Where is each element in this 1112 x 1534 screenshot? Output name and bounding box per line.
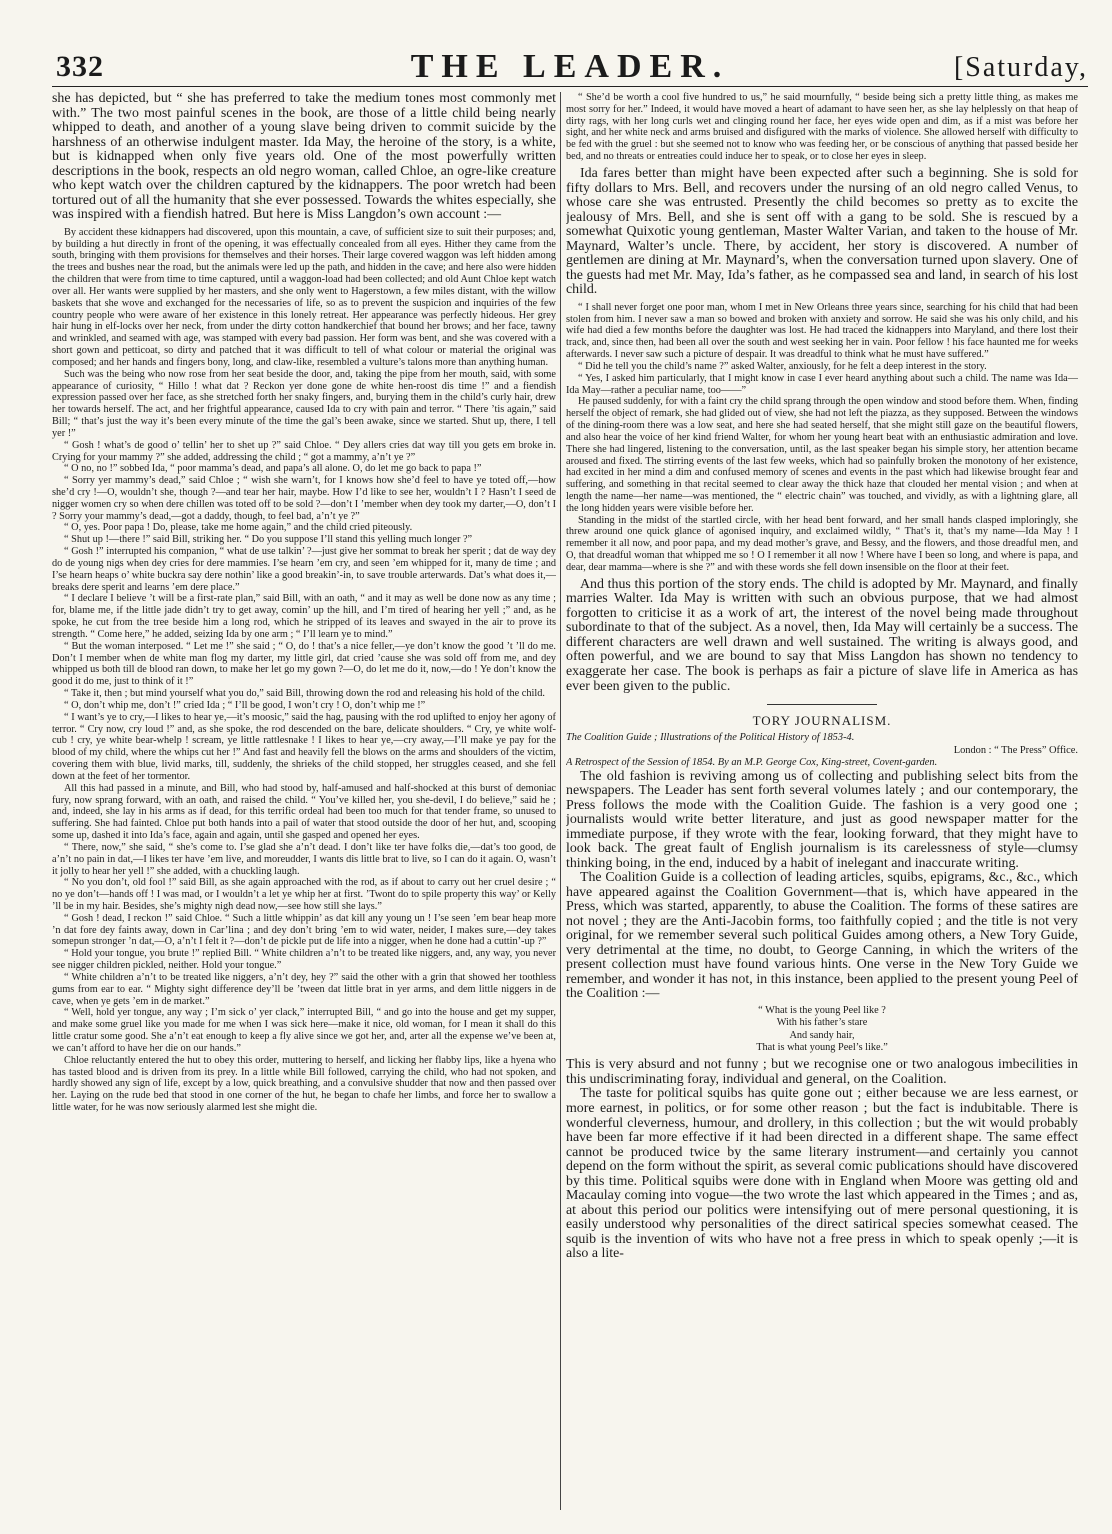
newspaper-title: THE LEADER. [410, 48, 730, 85]
book-citation: The Coalition Guide ; Illustrations of the Political History of 1853-4. [566, 732, 855, 744]
review-paragraph: And thus this portion of the story ends. The child is adopted by Mr. Maynard, and finally marries Walter. Ida May is written with such an obvious purpose, that we had almost forgotten to criticise it as a work of art, the interest of the novel being made throughout subordinate to that of the subject. As a novel, then, Ida May will certainly be a success. The different characters are well drawn and well sustained. The writing is always good, and often powerful, and we are bound to say that Miss Langdon has shown no tendency to exaggerate her case. The book is perhaps as fair a picture of slave life in America as has ever been given to the public. [566, 576, 1078, 694]
extract-paragraph: Chloe reluctantly entered the hut to obey this order, muttering to herself, and licking her flabby lips, like a hyena who has tasted blood and is driven from its prey. In a little while Bill followed, carrying the child, who had not spoken, and hardly showed any sign of life, except by a low, quick breathing, and a convulsive shudder that now and then passed over her. Laying on the rude bed that stood in one corner of the hut, he began to chafe her limbs, and force her to swallow a little water, for he was now seriously alarmed lest she might die. [52, 1054, 556, 1114]
extract-paragraph: “ Gosh ! dead, I reckon !” said Chloe. “ Such a little whippin’ as dat kill any young un ! I’se seen ’em bear heap more ’n dat fore dey faints away, down in Car’lina ; and dey don’t bring ’em to wid water, neider, I makes sure,—dey takes somepun stronger ’n dat,—O, a’n’t I felt it ?—don’t de pickle put de life into a nigger, when he done had a cuttin’-up ?” [52, 912, 556, 948]
extract-paragraph: “ I want’s ye to cry,—I likes to hear ye,—it’s moosic,” said the hag, pausing with the rod uplifted to enjoy her agony of terror. “ Cry now, cry loud !” and, as she spoke, the rod descended on the bare, delicate shoulders. “ Cry, ye white wolf-cub ! cry, ye white bear-whelp ! scream, ye little rattlesnake ! I likes to hear ye,—cry away,—I’ll make ye pay for the blood of my child, where the whips cut her !” And fast and heavily fell the blows on the arms and shoulders of the victim, covering them with blue, livid marks, till, suddenly, the shrieks of the child stopped, her struggles ceased, and she fell down at the feet of her tormentor. [52, 711, 556, 782]
extract-paragraph: “ White children a’n’t to be treated like niggers, a’n’t dey, hey ?” said the other with a grin that showed her toothless gums from ear to ear. “ Mighty sight difference dey’ll be ’tween dat little brat in yer arms, and dem little niggers in de cave, when ye gets ’em in de market.” [52, 971, 556, 1007]
column-divider [560, 92, 561, 1510]
extract-paragraph: He paused suddenly, for with a faint cry the child sprang through the open window and stood before them. When, finding herself the object of remark, she had glided out of view, she had not left the piazza, as they supposed. Between the windows of the dining-room there was a low seat, and here she had seated herself, that she might still gaze on the beautiful flowers, and also hear the voice of her kind friend Walter, for whom her young heart beat with an enthusiastic admiration and love. There she had lingered, listening to the conversation, until, as the last speaker began his simple story, her attention became aroused and fixed. The stirring events of the last few weeks, which had so painfully broken the monotony of her existence, had excited in her mind a dim and confused memory of scenes and events in the past which had likewise brought fear and suffering, and something in that recital seemed to clear away the thick haze that clouded her mental vision ; and when at length the name—her name—was mentioned, the “ electric chain” was touched, and vividly, as with a lightning glare, all the long hidden years were visible before her. [566, 396, 1078, 514]
extract-paragraph: “ Gosh ! what’s de good o’ tellin’ her to shet up ?” said Chloe. “ Dey allers cries dat way till you gets em broke in. Crying for your mammy ?” she added, addressing the child ; “ got a mammy, a’n’t ye ?” [52, 439, 556, 463]
extract-paragraph: “ O no, no !” sobbed Ida, “ poor mamma’s dead, and papa’s all alone. O, do let me go back to papa !” [64, 463, 482, 475]
extract-paragraph: “ Yes, I asked him particularly, that I might know in case I ever heard anything about such a child. The name was Ida—Ida May—rather a peculiar name, too——” [566, 372, 1078, 396]
extract-paragraph: “ No you don’t, old fool !” said Bill, as she again approached with the rod, as if about to carry out her cruel desire ; “ no ye don’t—hands off ! I was mad, or I wouldn’t a let ye whip her at first. ’Twont do to spile property this way’ or Kelly ’ll be in my hair. Besides, she’s mighty nigh dead now,—see how still she lays.” [52, 877, 556, 912]
extract-paragraph: Standing in the midst of the startled circle, with her head bent forward, and her small hands clasped imploringly, she threw around one quick glance of agonised inquiry, and exclaimed wildly, “ That’s it, that’s my name—Ida May ! I remember it all now, and poor papa, and my dead mother’s grave, and Bessy, and the flowers, and those dreadful men, and O, that dreadful woman that whipped me so ! O I remember it all now ! Where have I been so long, and where is papa, and dear, dear mamma—where is she ?” and with these words she fell down insensible on the floor at their feet. [566, 514, 1078, 573]
article-paragraph: This is very absurd and not funny ; but we recognise one or two analogous imbecilities in this undiscriminating foray, individual and general, on the Coalition. [566, 1057, 1078, 1087]
extract-paragraph: “ O, yes. Poor papa ! Do, please, take me home again,” and the child cried piteously. [64, 522, 413, 534]
review-paragraph: she has depicted, but “ she has preferred to take the medium tones most commonly met with.” The two most painful scenes in the book, are those of a little child being nearly whipped to death, and another of a young slave being driven to commit suicide by the harshness of an otherwise indulgent master. Ida May, the heroine of the story, is a white, but is kidnapped when only five years old. One of the most powerfully written descriptions in the book, respects an old negro woman, called Chloe, an ogre-like creature who kept watch over the children captured by the kidnappers. The poor wretch had been tortured out of all the humanity that she ever possessed. Towards the whites especially, she was inspired with a fiendish hatred. But here is Miss Langdon’s own account :— [52, 92, 556, 223]
book-publisher: London : “ The Press” Office. [953, 744, 1078, 756]
extract-paragraph: “ But the woman interposed. “ Let me !” she said ; “ O, do ! that’s a nice feller,—ye don’t know the good ’t ’ll do me. Don’t I member when de white man flog my darter, my little girl, dat cried ’cause she was sold off from me, and dey whipped us both till de blood ran down, to make her let go my gown ?—O, do let me do it, now,—do ! Ye don’t know the good it do me, just to think of it !” [52, 640, 556, 688]
extract-paragraph: “ Hold your tongue, you brute !” replied Bill. “ White children a’n’t to be treated like niggers, and, any way, you never see nigger children pickled, neither. Hold your tongue.” [52, 948, 556, 972]
section-title: TORY JOURNALISM. [752, 713, 892, 729]
extract-paragraph: “ Well, hold yer tongue, any way ; I’m sick o’ yer clack,” interrupted Bill, “ and go into the house and get my supper, and make some gruel like you made for me when I was sick here—make it nice, old woman, for I mean it shall do this little cratur some good. She a’n’t eat enough to keep a fly alive since we got her, and, arter all the expense we’ve been at, we can’t afford to have her die on our hands.” [52, 1007, 556, 1054]
article-paragraph: The old fashion is reviving among us of collecting and publishing select bits from the newspapers. The Leader has sent forth several volumes lately ; and our contemporary, the Press follows the mode with the Coalition Guide. The fashion is a very good one ; journalists would write better literature, and just as good newspaper matter for the immediate purpose, if they wrote with the fear, looking forward, that they might have to look back. The great fault of English journalism is its carelessness of style—clumsy thinking boing, in the end, induced by a habit of inelegant and inaccurate writing. [566, 768, 1078, 871]
page-number: 332 [56, 50, 104, 83]
verse-line: With his father’s stare [776, 1017, 868, 1029]
issue-day: [Saturday, [953, 52, 1088, 83]
book-citation: A Retrospect of the Session of 1854. By an M.P. George Cox, King-street, Covent-garden. [566, 757, 938, 769]
extract-paragraph: “ I shall never forget one poor man, whom I met in New Orleans three years since, searching for his child that had been stolen from him. I never saw a man so bowed and broken with anxiety and sorrow. He said she was his only child, and his wife had died a few months before the daughter was lost. He had traced the kidnappers into Maryland, and there lost their track, and, since then, had been all over the south and west seeking her in vain. Poor fellow ! his face haunted me for weeks afterwards. I never saw such a picture of despair. It was dreadful to think what he must have suffered.” [566, 301, 1078, 361]
right-column [566, 92, 1078, 1510]
extract-paragraph: “ O, don’t whip me, don’t !” cried Ida ; “ I’ll be good, I won’t cry ! O, don’t whip me !” [64, 699, 426, 711]
verse-line: And sandy hair, [789, 1029, 855, 1041]
extract-paragraph: “ Take it, then ; but mind yourself what you do,” said Bill, throwing down the rod and releasing his hold of the child. [64, 688, 545, 700]
review-paragraph: Ida fares better than might have been expected after such a beginning. She is sold for fifty dollars to Mrs. Bell, and recovers under the nursing of an old negro called Venus, to whose care she was entrusted. Presently the child becomes so pretty as to excite the jealousy of Mrs. Bell, and she is sent off with a gang to be sold. She is rescued by a somewhat Quixotic young gentleman, Master Walter Varian, and taken to the house of Mr. Maynard, Walter’s uncle. There, by accident, her story is discovered. A number of gentlemen are dining at Mr. Maynard’s, when the conversation turned upon slavery. One of the guests had met Mr. May, Ida’s father, as he compassed sea and land, in search of his lost child. [566, 165, 1078, 298]
extract-paragraph: Such was the being who now rose from her seat beside the door, and, taking the pipe from her mouth, said, with some appearance of curiosity, “ Hillo ! what dat ? Reckon yer done gone de white hen-roost dis time !” and a fiendish expression passed over her face, as she stretched forth her snaky fingers, and, burying them in the child’s curly hair, drew her towards herself. The act, and her frightful appearance, caused Ida to cry with pain and terror. “ There ’tis again,” said Bill; “ that’s just the way it’s been every minute of the time the gal’s been awake, since we started. Shut up, there, I tell yer !” [52, 368, 556, 439]
extract-paragraph: “ I declare I believe ’t will be a first-rate plan,” said Bill, with an oath, “ and it may as well be done now as any time ; for, blame me, if the little jade didn’t try to get away, comin’ up the hill, and I’m tired of hearing her yell ;” and, as he spoke, he cut from the tree beside him a long rod, which he stripped of its leaves and swayed in the air to prove its strength. “ Come here,” he added, seizing Ida by one arm ; “ I’ll learn ye to mind.” [52, 593, 556, 640]
verse-line: “ What is the young Peel like ? [758, 1005, 886, 1016]
extract-paragraph: “ Shut up !—there !” said Bill, striking her. “ Do you suppose I’ll stand this yelling much longer ?” [64, 534, 473, 546]
verse-quote [566, 1005, 1078, 1054]
left-column [52, 92, 556, 1510]
masthead [52, 46, 1088, 87]
extract-paragraph: By accident these kidnappers had discovered, upon this mountain, a cave, of sufficient size to suit their purposes; and, by building a hut directly in front of the opening, it was effectually concealed from all eyes. Hither they came from the south, bringing with them provisions for themselves and their horses. Their large covered waggon was left hidden among the trees and bushes near the road, but the animals were led up the path, and hidden in the cave; and here also were hidden the children that were from time to time captured, until a waggon-load had been collected; and old Aunt Chloe kept watch over all. Her wants were supplied by her masters, and she only went to Hagerstown, a few miles distant, with the willow baskets that she wove and exchanged for the necessaries of life, so as to prevent the suspicion and inquiries of the few country people who were aware of her existence in this lonely retreat. Her appearance was perfectly hideous. Her grey hair hung in elf-locks over her neck, from under the dirty cotton handkerchief that bound her brows; and her face, tawny and wrinkled, and seamed with age, was stamped with every bad passion. Her form was bent, and she was covered with a short gown and petticoat, so dirty and patched that it was difficult to tell of what colour or material the original was composed; and her hands and fingers bony, long, and claw-like, resembled a vulture’s talons more than anything human. [52, 226, 556, 368]
extract-paragraph: “ Sorry yer mammy’s dead,” said Chloe ; “ wish she warn’t, for I knows how she’d feel to have ye toted off,—how she’d cry !—O, wouldn’t she, though ?—and tear her hair, maybe. How I’d like to see her, wouldn’t I ? Hasn’t I seed de nigger women cry so when dere chillen was toted off to be sold ?—don’t I ’member when dey took my darter,—O, don’t I ? Sorry your mammy’s dead,—got a daddy, though, to feel bad, a’n’t ye ?” [52, 475, 556, 522]
article-paragraph: The Coalition Guide is a collection of leading articles, squibs, epigrams, &c., &c., which have appeared against the Coalition Government—that is, which have appeared in the Press, which was started, apparently, to abuse the Coalition. The forms of these satires are not novel ; they are the Anti-Jacobin forms, too faithfully copied ; and the title is not very original, for we remember several such political Guides among others, a New Tory Guide, very detrimental at the time, no doubt, to George Canning, in which the writers of the present collection must have found various hints. One verse in the New Tory Guide we remember, and wonder it has not, in this instance, been applied to the present young Peel of the Coalition :— [566, 870, 1078, 1002]
verse-line: That is what young Peel’s like.” [756, 1042, 888, 1054]
extract-paragraph: All this had passed in a minute, and Bill, who had stood by, half-amused and half-shocked at this burst of demoniac fury, now sprang forward, with an oath, and raised the child. “ You’ve killed her, you she-devil, I do believe,” said he ; and, indeed, she lay in his arms as if dead, for this terrific ordeal had been too much for that tender frame, so unused to suffering. She had fainted. Chloe put both hands into a pail of water that stood outside the door of her hut, and, scooping some up, dashed it into Ida’s face, again and again, until she gasped and opened her eyes. [52, 782, 556, 842]
extract-paragraph: “ Did he tell you the child’s name ?” asked Walter, anxiously, for he felt a deep interest in the story. [578, 360, 987, 372]
article-paragraph: The taste for political squibs has quite gone out ; either because we are less earnest, or more earnest, in politics, or for some other reason ; but the fact is indubitable. There is wonderful cleverness, humour, and drollery, in this collection ; but the wit would probably have been far more effective if it had been directed in a different shape. The same effect cannot be produced twice by the same literary instrument—and certainly you cannot depend on the form without the spirit, as several comic publications should have discovered by this time. Political squibs were done with in England when Moore was getting old and Macaulay coming into vogue—the two wrote the last which appeared in the Times ; and as, at about this period our politics were intensifying out of mere personal questioning, it is easily understood why personalities of the direct satirical species somewhat ceased. The squib is the invention of wits who have not a free press in which to speak openly ;—it is also a lite- [566, 1086, 1078, 1262]
section-separator [767, 704, 877, 705]
extract-paragraph: “ She’d be worth a cool five hundred to us,” he said mournfully, “ beside being sich a pretty little thing, as makes me most sorry for her.” Indeed, it would have moved a heart of adamant to have seen her, as she lay helplessly on that heap of dirty rags, with her long curls wet and clinging round her face, her eyes wide open and dim, as if a mist was before her sight, and her white neck and arms bruised and disfigured with the marks of violence. She allowed herself with difficulty to be fed with the gruel : but she seemed not to know who was feeding her, or be conscious of anything that passed beside her bed, and no threats or entreaties could induce her to speak, or to close her eyes in sleep. [566, 92, 1078, 163]
extract-paragraph: “ There, now,” she said, “ she’s come to. I’se glad she a’n’t dead. I don’t like ter have folks die,—dat’s too good, de a’n’t no pain in dat,—I likes ter have ’em live, and moreudder, I wants dis little brat to live, so I can do it again. O, wasn’t it jolly to hear her yell !” she added, with a chuckling laugh. [52, 841, 556, 877]
extract-paragraph: “ Gosh !” interrupted his companion, “ what de use talkin’ ?—just give her sommat to break her sperit ; dat de way dey do de young nigs when dey cries for dere mammies. I’se hearn ’em cry, and seen ’em whipped for it, many de time ; and I’se hearn heaps o’ white buckra say dere nothin’ like a good breakin’-in, to save trouble arterwards. Dat’s what does it,—breaks dere sperit and learns ’em dere place.” [52, 546, 556, 593]
